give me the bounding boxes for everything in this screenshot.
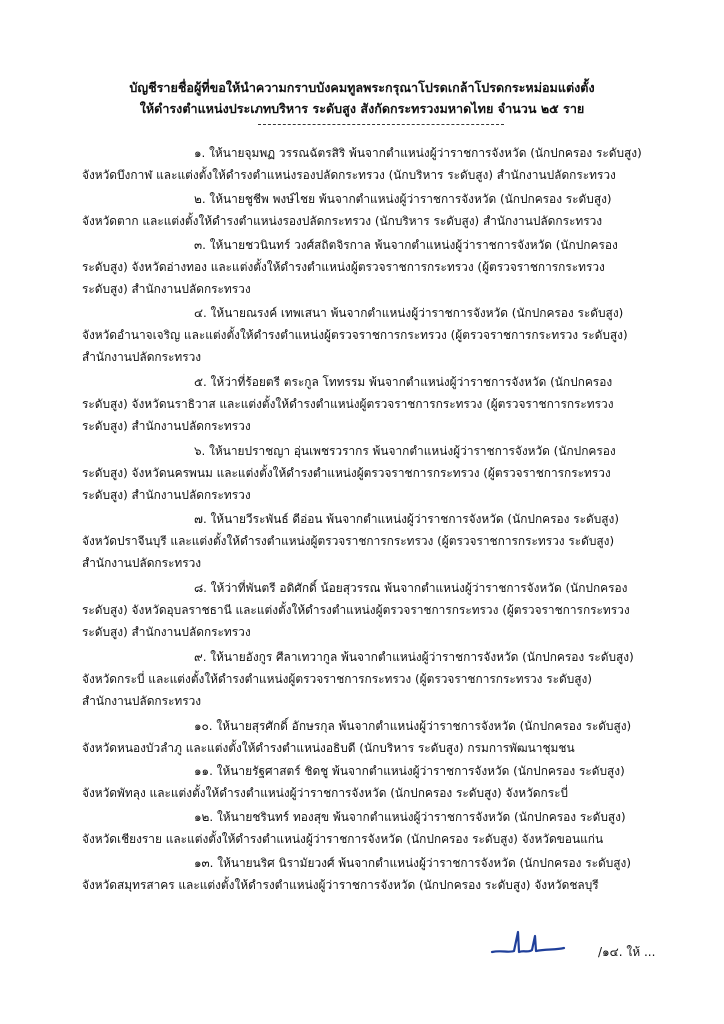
appointment-item-continuation: ระดับสูง) สำนักงานปลัดกระทรวง xyxy=(82,625,251,640)
appointment-item-continuation: จังหวัดสมุทรสาคร และแต่งตั้งให้ดำรงตำแหน่งผู้ว่าราชการจังหวัด (นักปกครอง ระดับสูง) จังหวัดชลบุรี xyxy=(82,877,599,892)
appointment-item-heading: ๓. ให้นายชวนินทร์ วงศ์สถิตจิรกาล พ้นจากตำแหน่งผู้ว่าราชการจังหวัด (นักปกครอง xyxy=(194,237,618,252)
signature-icon xyxy=(488,926,568,966)
appointment-item-continuation: จังหวัดเชียงราย และแต่งตั้งให้ดำรงตำแหน่งผู้ว่าราชการจังหวัด (นักปกครอง ระดับสูง) จังหวัดขอนแก่น xyxy=(82,832,604,847)
appointment-item-continuation: ระดับสูง) สำนักงานปลัดกระทรวง xyxy=(82,419,251,433)
appointment-item-heading: ๑. ให้นายจุมพฏ วรรณฉัตรสิริ พ้นจากตำแหน่งผู้ว่าราชการจังหวัด (นักปกครอง ระดับสูง) xyxy=(194,146,642,160)
appointment-item xyxy=(82,188,654,232)
appointment-item-continuation: ระดับสูง) จังหวัดอุบลราชธานี และแต่งตั้งให้ดำรงตำแหน่งผู้ตรวจราชการกระทรวง (ผู้ตรวจราชการกระทรวง xyxy=(82,603,630,618)
appointment-item-continuation: จังหวัดบึงกาฬ และแต่งตั้งให้ดำรงตำแหน่งรองปลัดกระทรวง (นักบริหาร ระดับสูง) สำนักงานปลัดกระทรวง xyxy=(82,168,616,182)
appointment-item xyxy=(82,806,654,850)
appointment-item xyxy=(82,234,654,300)
appointment-item-continuation: จังหวัดอำนาจเจริญ และแต่งตั้งให้ดำรงตำแหน่งผู้ตรวจราชการกระทรวง (ผู้ตรวจราชการกระทรวง ระดับสูง) xyxy=(82,328,628,343)
appointment-item xyxy=(82,852,654,896)
appointment-item xyxy=(82,440,654,506)
appointment-item-heading: ๒. ให้นายชูชีพ พงษ์ไชย พ้นจากตำแหน่งผู้ว่าราชการจังหวัด (นักปกครอง ระดับสูง) xyxy=(194,191,612,206)
appointment-item-heading: ๑๓. ให้นายนริศ นิรามัยวงศ์ พ้นจากตำแหน่งผู้ว่าราชการจังหวัด (นักปกครอง ระดับสูง) xyxy=(194,855,631,870)
appointment-item xyxy=(82,577,654,643)
appointment-item-heading: ๗. ให้นายวีระพันธ์ ดีอ่อน พ้นจากตำแหน่งผู้ว่าราชการจังหวัด (นักปกครอง ระดับสูง) xyxy=(194,512,619,527)
appointment-item-continuation: ระดับสูง) จังหวัดนครพนม และแต่งตั้งให้ดำรงตำแหน่งผู้ตรวจราชการกระทรวง (ผู้ตรวจราชการกระทรวง xyxy=(82,465,611,480)
appointment-item-continuation: สำนักงานปลัดกระทรวง xyxy=(82,693,202,708)
appointment-item-continuation: จังหวัดกระบี่ และแต่งตั้งให้ดำรงตำแหน่งผู้ตรวจราชการกระทรวง (ผู้ตรวจราชการกระทรวง ระดับสูง) xyxy=(82,671,592,686)
appointment-item-continuation: ระดับสูง) จังหวัดนราธิวาส และแต่งตั้งให้ดำรงตำแหน่งผู้ตรวจราชการกระทรวง (ผู้ตรวจราชการกระทรวง xyxy=(82,397,614,411)
appointment-item-heading: ๑๒. ให้นายชรินทร์ ทองสุข พ้นจากตำแหน่งผู้ว่าราชการจังหวัด (นักปกครอง ระดับสูง) xyxy=(194,810,626,825)
appointment-item-continuation: จังหวัดพัทลุง และแต่งตั้งให้ดำรงตำแหน่งผู้ว่าราชการจังหวัด (นักปกครอง ระดับสูง) จังหวัดกระบี่ xyxy=(82,786,569,801)
continuation-marker: /๑๔. ให้ ... xyxy=(598,945,656,959)
appointment-item xyxy=(82,142,654,186)
appointment-item-continuation: ระดับสูง) จังหวัดอ่างทอง และแต่งตั้งให้ดำรงตำแหน่งผู้ตรวจราชการกระทรวง (ผู้ตรวจราชการกระทรวง xyxy=(82,259,605,274)
appointment-item xyxy=(82,371,654,437)
appointment-item-continuation: จังหวัดตาก และแต่งตั้งให้ดำรงตำแหน่งรองปลัดกระทรวง (นักบริหาร ระดับสูง) สำนักงานปลัดกระทรวง xyxy=(82,213,603,228)
appointment-item-continuation: ระดับสูง) สำนักงานปลัดกระทรวง xyxy=(82,487,251,502)
appointment-item-continuation: จังหวัดหนองบัวลำภู และแต่งตั้งให้ดำรงตำแหน่งอธิบดี (นักบริหาร ระดับสูง) กรมการพัฒนาชุมชน xyxy=(82,740,575,755)
appointment-item xyxy=(82,646,654,712)
appointment-item xyxy=(82,715,654,759)
appointment-item-continuation: สำนักงานปลัดกระทรวง xyxy=(82,350,202,365)
appointment-item-heading: ๑๐. ให้นายสุรศักดิ์ อักษรกุล พ้นจากตำแหน่งผู้ว่าราชการจังหวัด (นักปกครอง ระดับสูง) xyxy=(194,718,632,733)
document-title-line-2: ให้ดำรงตำแหน่งประเภทบริหาร ระดับสูง สังกัดกระทรวงมหาดไทย จำนวน ๒๕ ราย xyxy=(139,101,585,116)
appointment-item-continuation: สำนักงานปลัดกระทรวง xyxy=(82,556,202,571)
appointment-item-heading: ๔. ให้นายณรงค์ เทพเสนา พ้นจากตำแหน่งผู้ว่าราชการจังหวัด (นักปกครอง ระดับสูง) xyxy=(194,306,624,321)
appointment-item xyxy=(82,760,654,804)
appointment-item-continuation: จังหวัดปราจีนบุรี และแต่งตั้งให้ดำรงตำแหน่งผู้ตรวจราชการกระทรวง (ผู้ตรวจราชการกระทรวง ระดับสูง) xyxy=(82,534,615,549)
document-title-line-1: บัญชีรายชื่อผู้ที่ขอให้นำความกราบบังคมทูลพระกรุณาโปรดเกล้าโปรดกระหม่อมแต่งตั้ง xyxy=(129,80,595,95)
appointment-item-heading: ๖. ให้นายปราชญา อุ่นเพชรวรากร พ้นจากตำแหน่งผู้ว่าราชการจังหวัด (นักปกครอง xyxy=(194,443,616,458)
title-divider xyxy=(258,124,504,125)
appointment-item-heading: ๕. ให้ว่าที่ร้อยตรี ตระกูล โททรรม พ้นจากตำแหน่งผู้ว่าราชการจังหวัด (นักปกครอง xyxy=(194,375,613,389)
appointment-item-heading: ๙. ให้นายอังกูร ศีลาเทวากูล พ้นจากตำแหน่งผู้ว่าราชการจังหวัด (นักปกครอง ระดับสูง) xyxy=(194,649,634,664)
appointment-item-continuation: ระดับสูง) สำนักงานปลัดกระทรวง xyxy=(82,281,251,296)
appointment-item xyxy=(82,302,654,368)
appointment-item-heading: ๘. ให้ว่าที่พันตรี อดิศักดิ์ น้อยสุวรรณ พ้นจากตำแหน่งผู้ว่าราชการจังหวัด (นักปกครอง xyxy=(194,581,628,596)
appointment-item xyxy=(82,508,654,574)
appointment-item-heading: ๑๑. ให้นายรัฐศาสตร์ ชิดชู พ้นจากตำแหน่งผู้ว่าราชการจังหวัด (นักปกครอง ระดับสูง) xyxy=(194,764,625,779)
